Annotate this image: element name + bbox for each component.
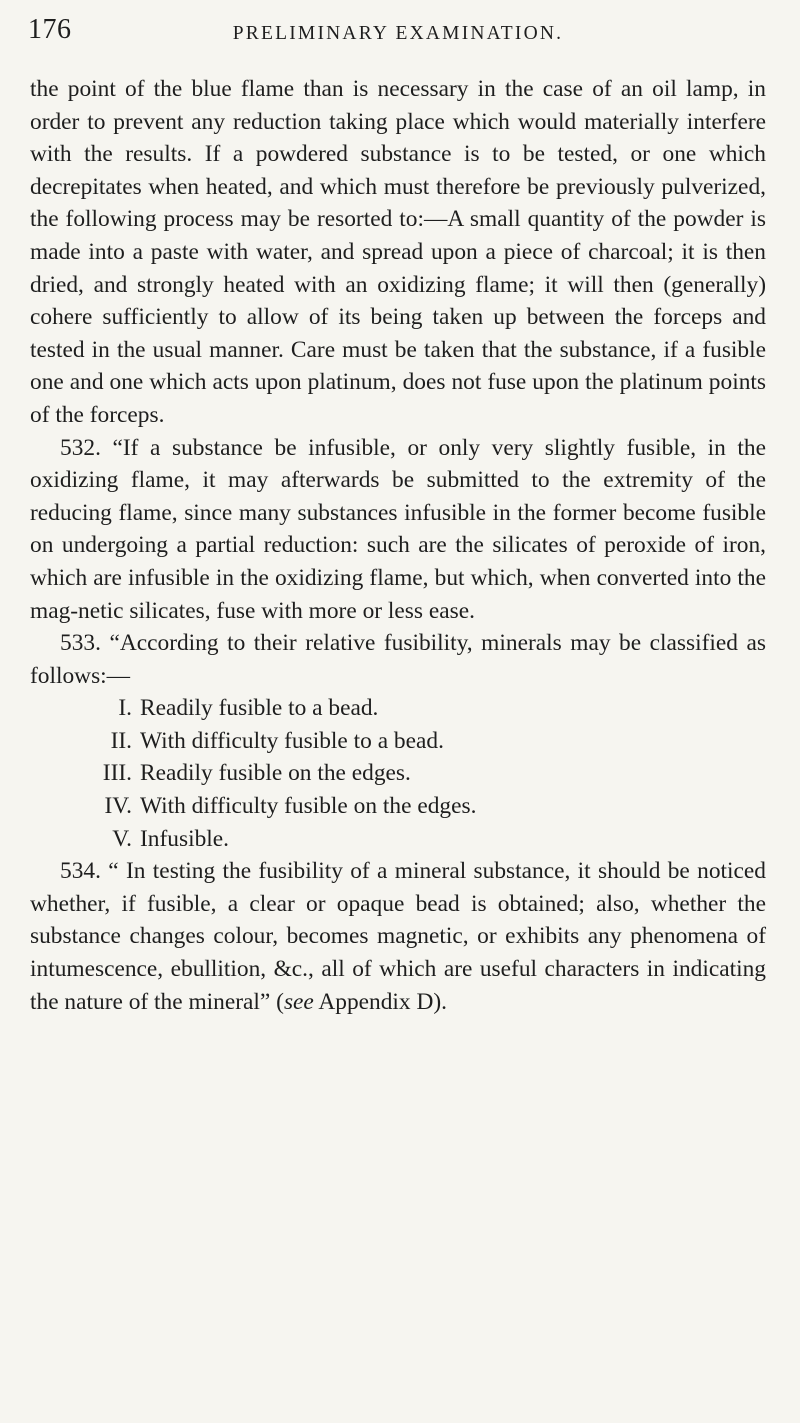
classification-list xyxy=(30,692,766,855)
list-numeral: V. xyxy=(112,825,132,852)
list-item xyxy=(30,757,766,790)
list-numeral: IV. xyxy=(104,793,132,820)
paragraph-534 xyxy=(30,855,766,1018)
paragraph-533: 533. “According to their relative fusibility, minerals may be classified as follows:— xyxy=(30,630,766,689)
paragraph-534-end: Appendix D). xyxy=(313,988,447,1015)
paragraph-continuation: the point of the blue flame than is necessary in the case of an oil lamp, in order to prevent any reduction taking place which would materially interfere with the results. If a powdered substance is to be tested, or one which decrepitates when heated, and which must therefore be previously pulverized, the following process may be resorted to:—A small quantity of the powder is made into a paste with water, and spread upon a piece of charcoal; it is then dried, and strongly heated with an oxidizing flame; it will then (generally) cohere sufficiently to allow of its being taken up between the forceps and tested in the usual manner. Care must be taken that the substance, if a fusible one and one which acts upon platinum, does not fuse upon the platinum points of the forceps. xyxy=(30,76,766,428)
list-text: With difficulty fusible on the edges. xyxy=(140,793,477,820)
list-item xyxy=(30,790,766,823)
list-item xyxy=(30,823,766,856)
paragraph-532: 532. “If a substance be infusible, or only very slightly fusible, in the oxidizing flame, it may afterwards be submitted to the extremity of the reducing flame, since many substances infusible in the former become fusible on undergoing a partial reduction: such are the silicates of peroxide of iron, which are infusible in the oxidizing flame, but which, when converted into the mag-netic silicates, fuse with more or less ease. xyxy=(30,434,766,624)
paragraph-534-see: see xyxy=(283,988,314,1015)
list-numeral: II. xyxy=(110,727,132,754)
list-numeral: I. xyxy=(118,695,132,722)
list-text: Readily fusible on the edges. xyxy=(140,760,411,787)
paragraph-534-main: 534. “ In testing the fusibility of a mineral substance, it should be noticed whether, if fusible, a clear or opaque bead is obtained; also, whether the substance changes colour, becomes magnetic, or exhibits any phenomena of intumescence, ebullition, &c., all of which are useful characters in indicating the nature of the mineral” ( xyxy=(30,858,766,1015)
list-text: Infusible. xyxy=(140,825,229,852)
list-item xyxy=(30,692,766,725)
list-text: Readily fusible to a bead. xyxy=(140,695,379,722)
list-item xyxy=(30,725,766,758)
list-numeral: III. xyxy=(102,760,132,787)
page-header xyxy=(28,14,768,54)
running-head: PRELIMINARY EXAMINATION. xyxy=(232,23,564,44)
page-number: 176 xyxy=(28,14,72,45)
body-text xyxy=(30,73,766,1018)
list-text: With difficulty fusible to a bead. xyxy=(140,727,444,754)
